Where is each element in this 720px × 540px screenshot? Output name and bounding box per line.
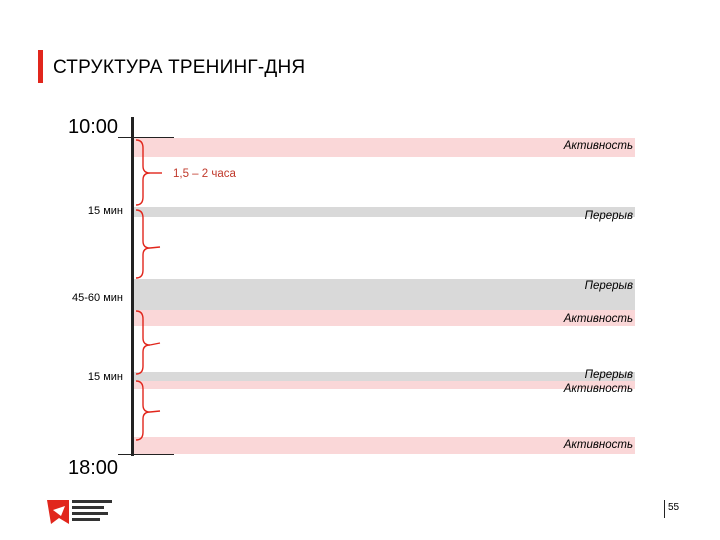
duration-first-break: 15 мин [87,205,123,217]
brace-morning-2 [136,210,150,278]
title-accent-bar [38,50,43,83]
end-time: 18:00 [68,457,119,479]
start-time: 10:00 [68,116,119,138]
brace-afternoon-2 [136,381,150,440]
brace-morning-1 [136,140,150,205]
activity-label-3: Активность [563,383,633,395]
duration-lunch: 45-60 мин [72,292,123,304]
page-number: 55 [668,502,680,513]
activity-label-4: Активность [563,439,633,451]
session-length-note: 1,5 – 2 часа [173,168,236,180]
break-label-1: Перерыв [584,210,633,222]
page-title: СТРУКТУРА ТРЕНИНГ-ДНЯ [53,57,306,78]
activity-label-1: Активность [563,140,633,152]
brace-afternoon-1 [136,311,150,374]
page-number-divider [664,500,665,518]
session-braces [130,135,180,460]
activity-label-2: Активность [563,313,633,325]
break-label-3: Перерыв [584,369,633,381]
break-label-2: Перерыв [584,280,633,292]
company-logo [45,496,115,528]
duration-second-break: 15 мин [87,371,123,383]
